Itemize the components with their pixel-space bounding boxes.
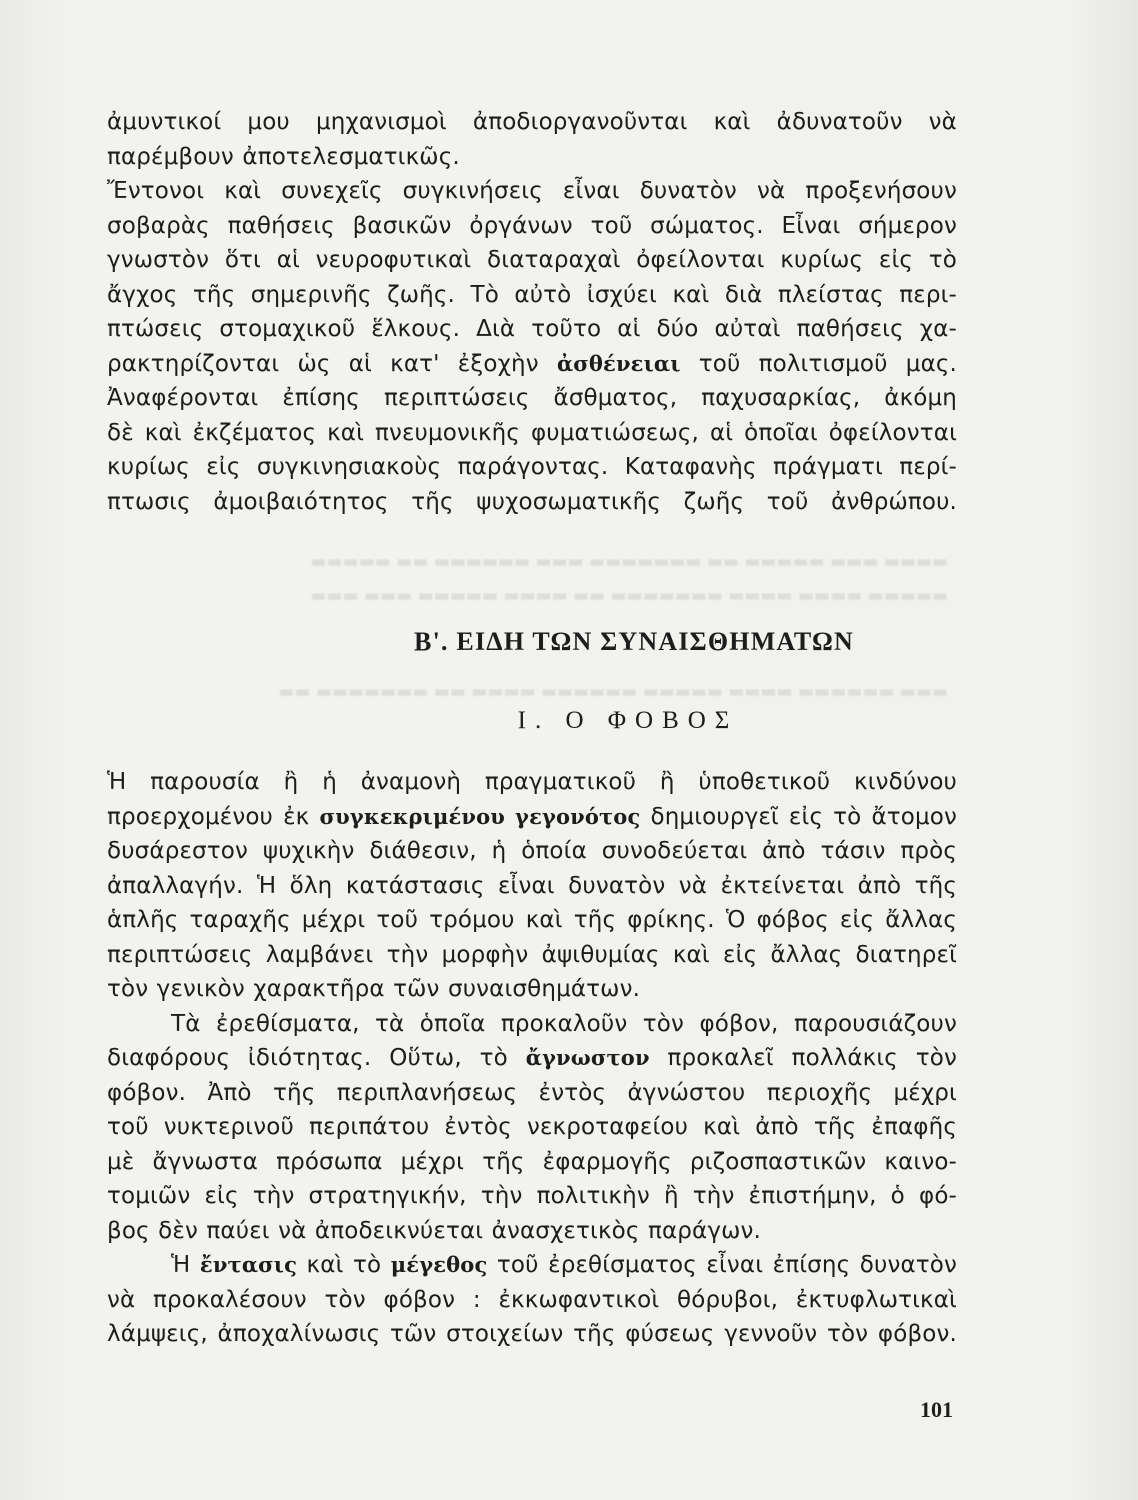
- show-through-decoration: ▬▬▬ ▬▬▬▬▬▬ ▬▬▬▬ ▬▬▬▬▬ ▬▬▬▬▬▬ ▬▬▬▬ ▬▬ ▬▬▬▬▬▬▬ ▬▬: [278, 682, 948, 702]
- text-line: τὸν γενικὸν χαρακτῆρα τῶν συναισθημάτων.: [107, 976, 641, 1002]
- text-line: τοῦ νυκτερινοῦ περιπάτου ἐντὸς νεκροταφείου καὶ ἀπὸ τῆς ἐπαφῆς: [107, 1114, 957, 1140]
- show-through-decoration: ▬▬▬▬ ▬▬▬ ▬▬▬▬▬ ▬▬ ▬▬▬▬▬▬▬ ▬▬▬ ▬▬▬▬▬▬ ▬▬ ▬▬▬▬▬: [310, 552, 948, 572]
- text-fragment: τοῦ ἐρεθίσματος εἶναι ἐπίσης δυνατὸν: [496, 1252, 958, 1278]
- page-number: 101: [920, 1397, 953, 1422]
- text-line: πτώσεις στομαχικοῦ ἕλκους. Διὰ τοῦτο αἱ δύο αὐταὶ παθήσεις χα-: [107, 316, 957, 342]
- subsection-heading: Ι. Ο ΦΟΒΟΣ: [517, 707, 739, 734]
- text-line: ἄγχος τῆς σημερινῆς ζωῆς. Τὸ αὐτὸ ἰσχύει καὶ διὰ πλείστας περι-: [107, 281, 957, 308]
- text-line: λάμψεις, ἀποχαλίνωσις τῶν στοιχείων τῆς φύσεως γεννοῦν τὸν φόβον.: [107, 1321, 957, 1347]
- text-fragment: προερχομένου ἐκ: [107, 803, 310, 830]
- text-line: [107, 1041, 957, 1076]
- text-line: ἀμυντικοί μου μηχανισμοὶ ἀποδιοργανοῦνται καὶ ἀδυνατοῦν νὰ: [107, 109, 957, 135]
- text-line: δυσάρεστον ψυχικὴν διάθεσιν, ἡ ὁποία συνοδεύεται ἀπὸ τάσιν πρὸς: [107, 838, 957, 864]
- text-line: [107, 347, 957, 382]
- text-line: ἀπαλλαγήν. Ἡ ὅλη κατάστασις εἶναι δυνατὸν νὰ ἐκτείνεται ἀπὸ τῆς: [107, 872, 957, 899]
- text-line: περιπτώσεις λαμβάνει τὴν μορφὴν ἀψιθυμίας καὶ εἰς ἄλλας διατηρεῖ: [107, 941, 957, 968]
- text-line: φόβον. Ἀπὸ τῆς περιπλανήσεως ἐντὸς ἀγνώστου περιοχῆς μέχρι: [107, 1079, 957, 1106]
- show-through-decoration: ▬▬▬▬▬ ▬▬▬▬ ▬▬▬▬ ▬▬▬▬▬▬▬ ▬▬ ▬▬▬▬ ▬▬▬▬▬ ▬▬▬ ▬▬▬: [310, 586, 948, 606]
- text-line: Ἀναφέρονται ἐπίσης περιπτώσεις ἄσθματος, παχυσαρκίας, ἀκόμη: [107, 385, 957, 411]
- text-fragment: διαφόρους ἰδιότητας. Οὕτω, τὸ: [107, 1045, 508, 1071]
- text-line: κυρίως εἰς συγκινησιακοὺς παράγοντας. Καταφανὴς πράγματι περί-: [107, 454, 957, 480]
- paragraph-block-bottom: [107, 765, 957, 1352]
- text-line: τομιῶν εἰς τὴν στρατηγικήν, τὴν πολιτικὴν ἢ τὴν ἐπιστήμην, ὁ φό-: [107, 1183, 957, 1209]
- text-fragment: τοῦ πολιτισμοῦ μας.: [698, 350, 957, 377]
- text-line: γνωστὸν ὅτι αἱ νευροφυτικαὶ διαταραχαὶ ὀφείλονται κυρίως εἰς τὸ: [107, 247, 957, 273]
- text-line: βος δὲν παύει νὰ ἀποδεικνύεται ἀνασχετικὸς παράγων.: [107, 1217, 761, 1244]
- text-fragment: προκαλεῖ πολλάκις τὸν: [667, 1045, 957, 1071]
- text-line: παρέμβουν ἀποτελεσματικῶς.: [107, 143, 460, 170]
- bold-term: μέγεθος: [390, 1252, 488, 1277]
- text-line: δὲ καὶ ἐκζέματος καὶ πνευμονικῆς φυματιώσεως, αἱ ὁποῖαι ὀφείλονται: [107, 419, 957, 446]
- paragraph-block-top: [107, 105, 957, 519]
- text-line: νὰ προκαλέσουν τὸν φόβον : ἐκκωφαντικοὶ θόρυβοι, ἐκτυφλωτικαὶ: [107, 1286, 957, 1313]
- text-line: [107, 800, 957, 835]
- section-heading: Β'. ΕΙΔΗ ΤΩΝ ΣΥΝΑΙΣΘΗΜΑΤΩΝ: [414, 627, 854, 656]
- text-line: σοβαρὰς παθήσεις βασικῶν ὀργάνων τοῦ σώματος. Εἶναι σήμερον: [107, 212, 957, 239]
- bold-term: ἄγνωστον: [525, 1045, 650, 1070]
- bold-term: ἔντασις: [199, 1252, 298, 1277]
- text-line: πτωσις ἀμοιβαιότητος τῆς ψυχοσωματικῆς ζωῆς τοῦ ἀνθρώπου.: [107, 488, 957, 515]
- text-fragment: δημιουργεῖ εἰς τὸ ἄτομον: [650, 803, 957, 830]
- text-line: μὲ ἄγνωστα πρόσωπα μέχρι τῆς ἐφαρμογῆς ριζοσπαστικῶν καινο-: [107, 1148, 957, 1175]
- bold-term: ἀσθένειαι: [556, 350, 681, 376]
- text-fragment: καὶ τὸ: [306, 1252, 382, 1278]
- text-line: Ἡ παρουσία ἢ ἡ ἀναμονὴ πραγματικοῦ ἢ ὑποθετικοῦ κινδύνου: [107, 769, 957, 795]
- text-line: Ἔντονοι καὶ συνεχεῖς συγκινήσεις εἶναι δυνατὸν νὰ προξενήσουν: [107, 178, 957, 204]
- bold-term: συγκεκριμένου γεγονότος: [319, 803, 641, 829]
- text-fragment: ρακτηρίζονται ὡς αἱ κατ' ἐξοχὴν: [107, 350, 539, 377]
- text-line: ἁπλῆς ταραχῆς μέχρι τοῦ τρόμου καὶ τῆς φρίκης. Ὁ φόβος εἰς ἄλλας: [107, 907, 957, 933]
- text-fragment: Ἡ: [171, 1252, 191, 1278]
- text-line: [107, 1248, 957, 1283]
- text-line: Τὰ ἐρεθίσματα, τὰ ὁποῖα προκαλοῦν τὸν φόβον, παρουσιάζουν: [171, 1010, 957, 1037]
